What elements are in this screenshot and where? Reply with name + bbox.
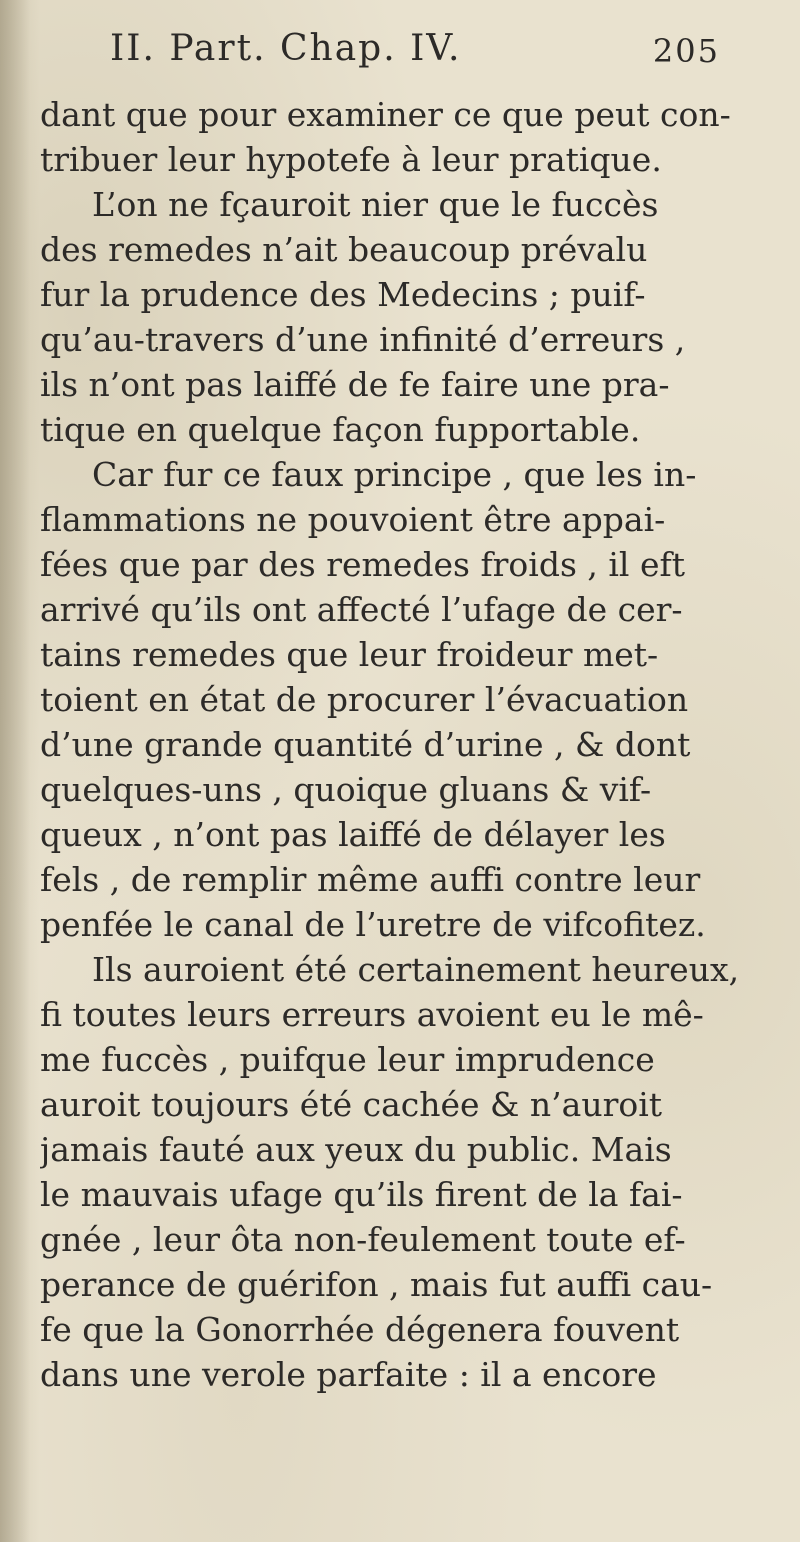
page-number: 205 [652, 32, 720, 70]
text-line: perance de guérifon , mais fut auffi cau- [40, 1265, 713, 1304]
running-head [60, 28, 750, 80]
text-line: tains remedes que leur froideur met- [40, 635, 659, 674]
text-line: fur la prudence des Medecins ; puif- [40, 275, 646, 314]
text-line: des remedes n’ait beaucoup prévalu [40, 230, 648, 269]
text-line: Ils auroient été certainement heureux, [92, 950, 740, 989]
text-line: toient en état de procurer l’évacuation [40, 680, 689, 719]
text-line: fi toutes leurs erreurs avoient eu le mê- [40, 995, 704, 1034]
text-line: le mauvais ufage qu’ils firent de la fai- [40, 1175, 683, 1214]
text-line: gnée , leur ôta non-feulement toute ef- [40, 1220, 686, 1259]
text-line: d’une grande quantité d’urine , & dont [40, 725, 691, 764]
text-line: tribuer leur hypotefe à leur pratique. [40, 140, 662, 179]
body-text [40, 92, 760, 1397]
text-line: fe que la Gonorrhée dégenera fouvent [40, 1310, 680, 1349]
text-line: L’on ne fçauroit nier que le fuccès [92, 185, 659, 224]
text-line: ils n’ont pas laiffé de fe faire une pra- [40, 365, 670, 404]
text-line: queux , n’ont pas laiffé de délayer les [40, 815, 666, 854]
text-line: arrivé qu’ils ont affecté l’ufage de cer- [40, 590, 683, 629]
text-line: Car fur ce faux principe , que les in- [92, 455, 697, 494]
text-line: flammations ne pouvoient être appai- [40, 500, 666, 539]
text-line: jamais fauté aux yeux du public. Mais [40, 1130, 672, 1169]
text-line: tique en quelque façon fupportable. [40, 410, 641, 449]
text-line: dant que pour examiner ce que peut con- [40, 95, 731, 134]
text-line: fées que par des remedes froids , il eft [40, 545, 685, 584]
text-line: qu’au-travers d’une infinité d’erreurs , [40, 320, 686, 359]
text-line: me fuccès , puifque leur imprudence [40, 1040, 655, 1079]
part-chapter-heading: II. Part. Chap. IV. [110, 28, 462, 69]
text-line: penfée le canal de l’uretre de vifcofitez. [40, 905, 706, 944]
text-line: fels , de remplir même auffi contre leur [40, 860, 701, 899]
text-line: auroit toujours été cachée & n’auroit [40, 1085, 663, 1124]
text-line: dans une verole parfaite : il a encore [40, 1355, 657, 1394]
text-line: quelques-uns , quoique gluans & vif- [40, 770, 652, 809]
page-edge-shadow [0, 0, 30, 1542]
